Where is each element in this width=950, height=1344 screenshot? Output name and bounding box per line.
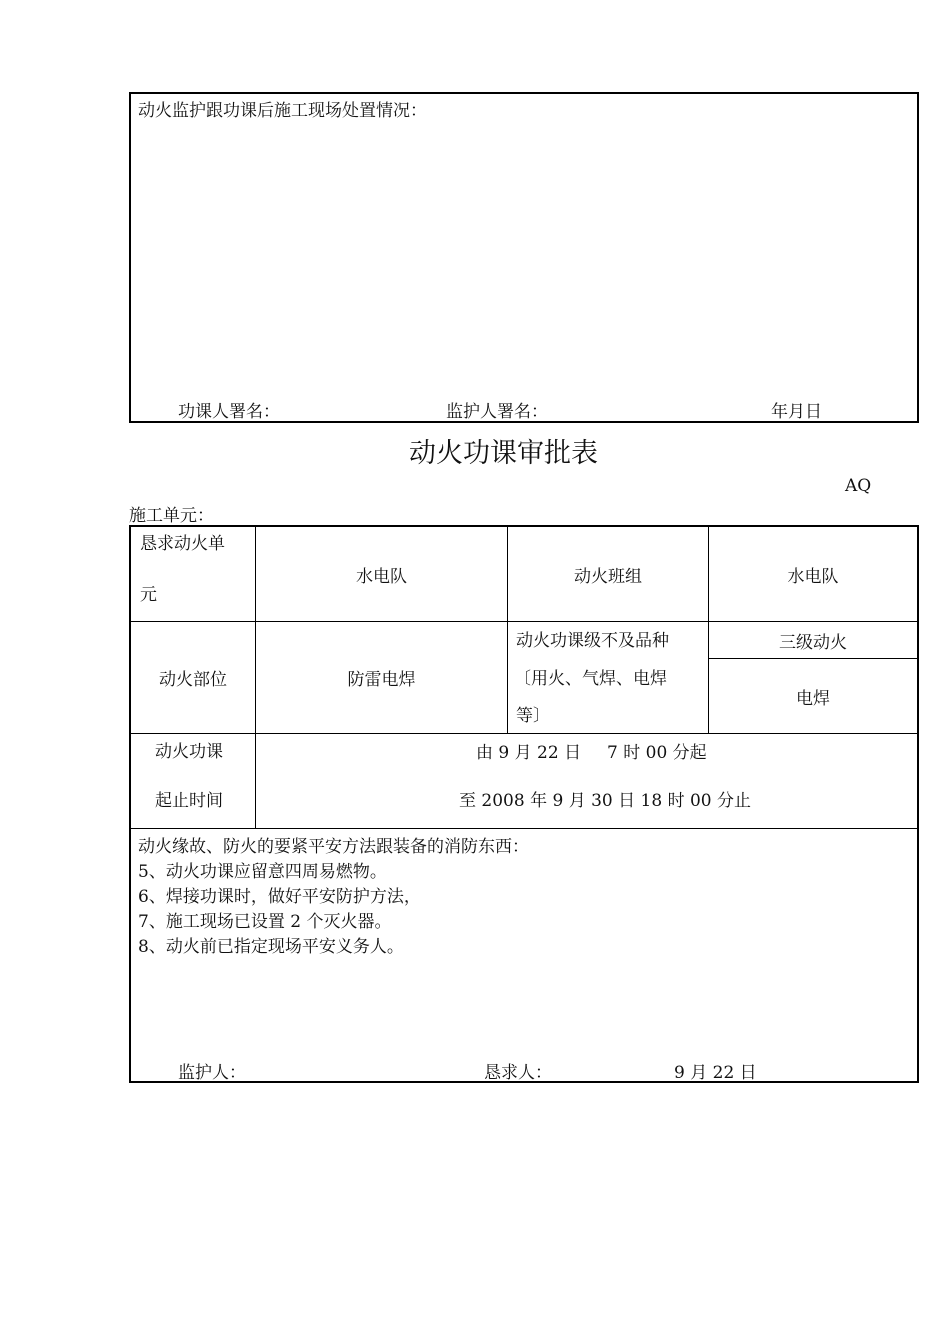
level-label-line1: 动火功课级不及品种	[516, 631, 669, 651]
applicant-label: 恳求人：	[484, 1063, 552, 1083]
guardian-signature-label: 监护人署名：	[446, 402, 548, 422]
safety-item-3: 7、施工现场已设置 2 个灭火器。	[138, 912, 392, 932]
time-label-line2: 起止时间	[155, 791, 223, 811]
applicant-unit-label-line2: 元	[140, 585, 157, 605]
row-divider-2	[130, 733, 917, 734]
location-value: 防雷电焊	[347, 670, 416, 690]
site-disposal-box	[129, 92, 919, 423]
safety-item-4: 8、动火前已指定现场平安义务人。	[138, 937, 404, 957]
time-from-clock: 7 时 00 分起	[607, 743, 707, 763]
level-value: 三级动火	[779, 632, 847, 653]
construction-unit-label: 施工单元：	[129, 506, 214, 526]
guardian-label: 监护人：	[178, 1063, 246, 1083]
team-label: 动火班组	[574, 566, 642, 587]
safety-item-1: 5、动火功课应留意四周易燃物。	[138, 862, 387, 882]
time-from: 由 9 月 22 日	[476, 743, 582, 763]
type-value: 电焊	[796, 688, 830, 709]
form-title: 动火功课审批表	[409, 438, 598, 469]
row-divider-3	[130, 828, 917, 829]
safety-item-2: 6、焊接功课时，做好平安防护方法，	[138, 887, 421, 907]
form-code: AQ	[845, 476, 872, 496]
date-label: 年月日	[771, 402, 822, 422]
location-label: 动火部位	[159, 670, 227, 690]
team-value: 水电队	[787, 566, 839, 587]
level-label-line3: 等〕	[516, 706, 550, 726]
applicant-unit-label-line1: 恳求动火单	[140, 534, 225, 554]
application-date: 9 月 22 日	[674, 1063, 757, 1083]
time-to: 至 2008 年 9 月 30 日 18 时 00 分止	[459, 791, 752, 811]
time-label-line1: 动火功课	[155, 742, 223, 762]
safety-measures-heading: 动火缘故、防火的要紧平安方法跟装备的消防东西：	[138, 837, 529, 857]
site-disposal-heading: 动火监护跟功课后施工现场处置情况：	[138, 101, 427, 121]
level-label-line2: 〔用火、气焊、电焊	[514, 669, 667, 689]
signer-label: 功课人署名：	[178, 402, 280, 422]
applicant-unit-value: 水电队	[356, 566, 407, 587]
